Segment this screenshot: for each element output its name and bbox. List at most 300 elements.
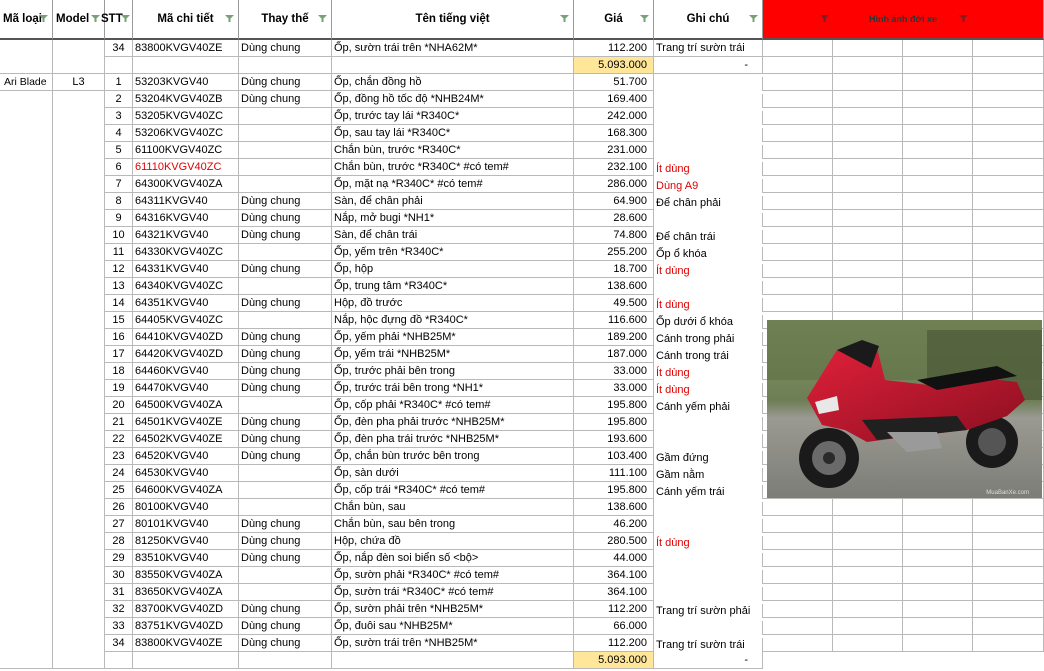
- cell-ma-chi-tiet[interactable]: 64351KVGV40: [133, 295, 239, 312]
- empty-cell[interactable]: [763, 57, 833, 74]
- empty-cell[interactable]: [903, 278, 973, 295]
- cell-stt[interactable]: 3: [105, 108, 133, 125]
- header-hinh-anh[interactable]: [763, 0, 1044, 40]
- cell-stt[interactable]: 4: [105, 125, 133, 142]
- empty-cell[interactable]: [973, 176, 1044, 193]
- empty-cell[interactable]: [833, 74, 903, 91]
- cell-thay-the[interactable]: [239, 397, 332, 414]
- cell-gia[interactable]: 286.000: [574, 176, 654, 193]
- cell-ghi-chu[interactable]: Ít dùng: [654, 536, 763, 550]
- cell-gia[interactable]: 138.600: [574, 499, 654, 516]
- cell-stt[interactable]: 30: [105, 567, 133, 584]
- cell-stt[interactable]: 8: [105, 193, 133, 210]
- header-model[interactable]: [53, 0, 105, 40]
- cell-thay-the[interactable]: Dùng chung: [239, 329, 332, 346]
- cell-ghi-chu[interactable]: [654, 502, 763, 516]
- cell-thay-the[interactable]: Dùng chung: [239, 635, 332, 652]
- cell-gia[interactable]: 112.200: [574, 601, 654, 618]
- empty-cell[interactable]: [903, 159, 973, 176]
- empty-cell[interactable]: [973, 499, 1044, 516]
- cell-ten-tieng-viet[interactable]: Ốp, sau tay lái *R340C*: [332, 125, 574, 142]
- cell-ghi-chu[interactable]: [654, 570, 763, 584]
- cell-ghi-chu[interactable]: Ít dùng: [654, 366, 763, 380]
- empty-cell[interactable]: [903, 244, 973, 261]
- cell-ghi-chu[interactable]: Để chân phải: [654, 196, 763, 210]
- cell-ten-tieng-viet[interactable]: Ốp, trước phải bên trong: [332, 363, 574, 380]
- empty-cell[interactable]: [763, 567, 833, 584]
- cell-gia[interactable]: 195.800: [574, 414, 654, 431]
- cell-gia[interactable]: 364.100: [574, 584, 654, 601]
- cell-stt[interactable]: 14: [105, 295, 133, 312]
- empty-cell[interactable]: [763, 210, 833, 227]
- cell-stt[interactable]: 27: [105, 516, 133, 533]
- cell-ten-tieng-viet[interactable]: Sàn, để chân phải: [332, 193, 574, 210]
- cell-thay-the[interactable]: Dùng chung: [239, 448, 332, 465]
- empty-cell[interactable]: [833, 550, 903, 567]
- empty-cell[interactable]: [973, 278, 1044, 295]
- empty-cell[interactable]: [763, 601, 833, 618]
- cell-ghi-chu[interactable]: Gầm đứng: [654, 451, 763, 465]
- empty-cell[interactable]: [833, 57, 903, 74]
- cell-gia[interactable]: 18.700: [574, 261, 654, 278]
- cell-ghi-chu[interactable]: [654, 417, 763, 431]
- cell-ghi-chu[interactable]: Cánh yếm phải: [654, 400, 763, 414]
- empty-cell[interactable]: [833, 40, 903, 57]
- empty-cell[interactable]: [903, 516, 973, 533]
- empty-cell[interactable]: [105, 652, 133, 669]
- cell-ghi-chu[interactable]: [654, 128, 763, 142]
- empty-cell[interactable]: [763, 91, 833, 108]
- cell-ma-chi-tiet[interactable]: 53203KVGV40: [133, 74, 239, 91]
- cell-ten-tieng-viet[interactable]: Ốp, trước tay lái *R340C*: [332, 108, 574, 125]
- filter-icon[interactable]: [91, 15, 100, 22]
- cell-ten-tieng-viet[interactable]: Chắn bùn, sau: [332, 499, 574, 516]
- cell-ghi-chu[interactable]: [654, 213, 763, 227]
- cell-ten-tieng-viet[interactable]: Ốp, sàn dưới: [332, 465, 574, 482]
- cell-ma-chi-tiet[interactable]: 61110KVGV40ZC: [133, 159, 239, 176]
- cell-ghi-chu[interactable]: [654, 553, 763, 567]
- cell-gia[interactable]: 49.500: [574, 295, 654, 312]
- empty-cell[interactable]: [903, 533, 973, 550]
- empty-cell[interactable]: [903, 601, 973, 618]
- empty-cell[interactable]: [833, 584, 903, 601]
- empty-cell[interactable]: [973, 40, 1044, 57]
- header-gia[interactable]: [574, 0, 654, 40]
- cell-ten-tieng-viet[interactable]: Ốp, chắn đồng hồ: [332, 74, 574, 91]
- cell-ten-tieng-viet[interactable]: Ốp, sườn phải *R340C* #có tem#: [332, 567, 574, 584]
- cell-total-dash[interactable]: -: [654, 57, 763, 74]
- cell-gia[interactable]: 195.800: [574, 397, 654, 414]
- cell-ma-chi-tiet[interactable]: 83800KVGV40ZE: [133, 40, 239, 57]
- empty-cell[interactable]: [903, 210, 973, 227]
- empty-cell[interactable]: [133, 57, 239, 74]
- cell-stt[interactable]: 10: [105, 227, 133, 244]
- empty-cell[interactable]: [973, 618, 1044, 635]
- cell-gia[interactable]: 195.800: [574, 482, 654, 499]
- cell-stt[interactable]: 21: [105, 414, 133, 431]
- empty-cell[interactable]: [833, 159, 903, 176]
- cell-gia[interactable]: 364.100: [574, 567, 654, 584]
- cell-stt[interactable]: 9: [105, 210, 133, 227]
- cell-ten-tieng-viet[interactable]: Nắp, hộc đựng đồ *R340C*: [332, 312, 574, 329]
- filter-icon[interactable]: [225, 15, 234, 22]
- empty-cell[interactable]: [833, 125, 903, 142]
- cell-gia[interactable]: 116.600: [574, 312, 654, 329]
- cell-ten-tieng-viet[interactable]: Ốp, chắn bùn trước bên trong: [332, 448, 574, 465]
- header-ma-chi-tiet[interactable]: [133, 0, 239, 40]
- group-column-cell[interactable]: [53, 652, 105, 669]
- cell-thay-the[interactable]: [239, 499, 332, 516]
- cell-stt[interactable]: 2: [105, 91, 133, 108]
- cell-ghi-chu[interactable]: [654, 519, 763, 533]
- cell-ten-tieng-viet[interactable]: Nắp, mở bugi *NH1*: [332, 210, 574, 227]
- cell-stt[interactable]: 18: [105, 363, 133, 380]
- cell-ghi-chu[interactable]: [654, 587, 763, 601]
- filter-icon[interactable]: [560, 15, 569, 22]
- empty-cell[interactable]: [763, 533, 833, 550]
- cell-total-gia[interactable]: 5.093.000: [574, 57, 654, 74]
- cell-ma-chi-tiet[interactable]: 64530KVGV40: [133, 465, 239, 482]
- empty-cell[interactable]: [763, 550, 833, 567]
- empty-cell[interactable]: [973, 601, 1044, 618]
- cell-gia[interactable]: 255.200: [574, 244, 654, 261]
- cell-gia[interactable]: 187.000: [574, 346, 654, 363]
- empty-cell[interactable]: [833, 108, 903, 125]
- cell-ma-chi-tiet[interactable]: 64502KVGV40ZE: [133, 431, 239, 448]
- empty-cell[interactable]: [903, 57, 973, 74]
- empty-cell[interactable]: [973, 142, 1044, 159]
- empty-cell[interactable]: [763, 516, 833, 533]
- cell-thay-the[interactable]: Dùng chung: [239, 346, 332, 363]
- empty-cell[interactable]: [903, 74, 973, 91]
- empty-cell[interactable]: [903, 91, 973, 108]
- cell-stt[interactable]: 22: [105, 431, 133, 448]
- cell-gia[interactable]: 242.000: [574, 108, 654, 125]
- cell-ten-tieng-viet[interactable]: Ốp, yếm trái *NHB25M*: [332, 346, 574, 363]
- cell-ghi-chu[interactable]: [654, 281, 763, 295]
- cell-stt[interactable]: 28: [105, 533, 133, 550]
- empty-cell[interactable]: [763, 142, 833, 159]
- cell-ma-chi-tiet[interactable]: 64520KVGV40: [133, 448, 239, 465]
- cell-thay-the[interactable]: [239, 159, 332, 176]
- cell-thay-the[interactable]: Dùng chung: [239, 40, 332, 57]
- empty-cell[interactable]: [833, 244, 903, 261]
- cell-gia[interactable]: 280.500: [574, 533, 654, 550]
- empty-cell[interactable]: [903, 635, 973, 652]
- empty-cell[interactable]: [973, 91, 1044, 108]
- cell-stt[interactable]: 1: [105, 74, 133, 91]
- empty-cell[interactable]: [903, 499, 973, 516]
- cell-stt[interactable]: 32: [105, 601, 133, 618]
- cell-ghi-chu[interactable]: Ốp ổ khóa: [654, 247, 763, 261]
- cell-ten-tieng-viet[interactable]: Hộp, đồ trước: [332, 295, 574, 312]
- empty-cell[interactable]: [763, 40, 833, 57]
- empty-cell[interactable]: [903, 550, 973, 567]
- cell-ghi-chu[interactable]: [654, 77, 763, 91]
- cell-gia[interactable]: 112.200: [574, 635, 654, 652]
- cell-thay-the[interactable]: Dùng chung: [239, 414, 332, 431]
- cell-thay-the[interactable]: [239, 567, 332, 584]
- cell-ma-chi-tiet[interactable]: 64470KVGV40: [133, 380, 239, 397]
- empty-cell[interactable]: [833, 635, 903, 652]
- cell-ma-chi-tiet[interactable]: 64600KVGV40ZA: [133, 482, 239, 499]
- cell-thay-the[interactable]: Dùng chung: [239, 210, 332, 227]
- empty-cell[interactable]: [763, 618, 833, 635]
- empty-cell[interactable]: [903, 108, 973, 125]
- cell-thay-the[interactable]: Dùng chung: [239, 380, 332, 397]
- cell-ten-tieng-viet[interactable]: Ốp, trung tâm *R340C*: [332, 278, 574, 295]
- cell-ma-chi-tiet[interactable]: 61100KVGV40ZC: [133, 142, 239, 159]
- cell-stt[interactable]: 19: [105, 380, 133, 397]
- header-thay-the[interactable]: [239, 0, 332, 40]
- cell-ten-tieng-viet[interactable]: Ốp, đồng hồ tốc độ *NHB24M*: [332, 91, 574, 108]
- cell-ghi-chu[interactable]: Trang trí sườn trái: [654, 638, 763, 652]
- cell-ten-tieng-viet[interactable]: Ốp, cốp trái *R340C* #có tem#: [332, 482, 574, 499]
- cell-stt[interactable]: 24: [105, 465, 133, 482]
- cell-gia[interactable]: 232.100: [574, 159, 654, 176]
- cell-stt[interactable]: 11: [105, 244, 133, 261]
- cell-ma-chi-tiet[interactable]: 64321KVGV40: [133, 227, 239, 244]
- cell-ten-tieng-viet[interactable]: Hộp, chứa đồ: [332, 533, 574, 550]
- empty-cell[interactable]: [763, 499, 833, 516]
- cell-ma-chi-tiet[interactable]: 64460KVGV40: [133, 363, 239, 380]
- cell-ghi-chu[interactable]: Dùng A9: [654, 179, 763, 193]
- cell-thay-the[interactable]: [239, 142, 332, 159]
- cell-ghi-chu[interactable]: Gầm nằm: [654, 468, 763, 482]
- cell-thay-the[interactable]: [239, 482, 332, 499]
- cell-ghi-chu[interactable]: [654, 94, 763, 108]
- cell-thay-the[interactable]: [239, 244, 332, 261]
- scooter-photo[interactable]: [767, 320, 1042, 498]
- cell-gia[interactable]: 103.400: [574, 448, 654, 465]
- empty-cell[interactable]: [332, 57, 574, 74]
- empty-cell[interactable]: [833, 601, 903, 618]
- cell-gia[interactable]: 66.000: [574, 618, 654, 635]
- empty-cell[interactable]: [973, 584, 1044, 601]
- empty-cell[interactable]: [973, 108, 1044, 125]
- cell-ten-tieng-viet[interactable]: Ốp, yếm phải *NHB25M*: [332, 329, 574, 346]
- empty-cell[interactable]: [903, 261, 973, 278]
- cell-stt[interactable]: 17: [105, 346, 133, 363]
- cell-ten-tieng-viet[interactable]: Ốp, cốp phải *R340C* #có tem#: [332, 397, 574, 414]
- cell-ma-chi-tiet[interactable]: 83751KVGV40ZD: [133, 618, 239, 635]
- empty-cell[interactable]: [973, 57, 1044, 74]
- cell-stt[interactable]: 33: [105, 618, 133, 635]
- cell-ma-chi-tiet[interactable]: 64340KVGV40ZC: [133, 278, 239, 295]
- empty-cell[interactable]: [763, 74, 833, 91]
- empty-cell[interactable]: [833, 499, 903, 516]
- cell-gia[interactable]: 33.000: [574, 380, 654, 397]
- empty-cell[interactable]: [239, 57, 332, 74]
- cell-ghi-chu[interactable]: Ốp dưới ổ khóa: [654, 315, 763, 329]
- cell-gia[interactable]: 169.400: [574, 91, 654, 108]
- cell-ten-tieng-viet[interactable]: Ốp, sườn phải trên *NHB25M*: [332, 601, 574, 618]
- cell-ghi-chu[interactable]: Ít dùng: [654, 298, 763, 312]
- cell-ma-chi-tiet[interactable]: 64501KVGV40ZE: [133, 414, 239, 431]
- empty-cell[interactable]: [833, 618, 903, 635]
- cell-ghi-chu[interactable]: Cánh trong phải: [654, 332, 763, 346]
- header-ma-loai[interactable]: [0, 0, 53, 40]
- cell-thay-the[interactable]: [239, 584, 332, 601]
- cell-total-gia[interactable]: 5.093.000: [574, 652, 654, 669]
- empty-cell[interactable]: [833, 91, 903, 108]
- cell-ghi-chu[interactable]: [654, 145, 763, 159]
- cell-thay-the[interactable]: [239, 312, 332, 329]
- empty-cell[interactable]: [763, 261, 833, 278]
- empty-cell[interactable]: [763, 584, 833, 601]
- cell-ma-chi-tiet[interactable]: 80101KVGV40: [133, 516, 239, 533]
- empty-cell[interactable]: [833, 516, 903, 533]
- empty-cell[interactable]: [973, 516, 1044, 533]
- empty-cell[interactable]: [903, 227, 973, 244]
- cell-ghi-chu[interactable]: Ít dùng: [654, 383, 763, 397]
- empty-cell[interactable]: [973, 193, 1044, 210]
- empty-cell[interactable]: [973, 159, 1044, 176]
- header-ghi-chu[interactable]: [654, 0, 763, 40]
- cell-ma-chi-tiet[interactable]: 64405KVGV40ZC: [133, 312, 239, 329]
- cell-ma-loai[interactable]: Ari Blade: [0, 74, 53, 91]
- cell-ten-tieng-viet[interactable]: Sàn, để chân trái: [332, 227, 574, 244]
- cell-ghi-chu[interactable]: Trang trí sườn phải: [654, 604, 763, 618]
- empty-cell[interactable]: [763, 295, 833, 312]
- cell-total-dash[interactable]: -: [654, 652, 763, 669]
- cell-thay-the[interactable]: [239, 108, 332, 125]
- cell-ten-tieng-viet[interactable]: Chắn bùn, sau bên trong: [332, 516, 574, 533]
- cell-stt[interactable]: 7: [105, 176, 133, 193]
- cell-ma-chi-tiet[interactable]: 83650KVGV40ZA: [133, 584, 239, 601]
- cell-ma-chi-tiet[interactable]: 83800KVGV40ZE: [133, 635, 239, 652]
- cell-gia[interactable]: 33.000: [574, 363, 654, 380]
- cell-ma-chi-tiet[interactable]: 64330KVGV40ZC: [133, 244, 239, 261]
- cell-ghi-chu[interactable]: [654, 111, 763, 125]
- empty-cell[interactable]: [903, 176, 973, 193]
- filter-icon[interactable]: [749, 15, 758, 22]
- filter-icon[interactable]: [959, 15, 968, 22]
- cell-ten-tieng-viet[interactable]: Ốp, hộp: [332, 261, 574, 278]
- cell-thay-the[interactable]: [239, 278, 332, 295]
- cell-gia[interactable]: 138.600: [574, 278, 654, 295]
- empty-cell[interactable]: [763, 635, 833, 652]
- empty-cell[interactable]: [833, 567, 903, 584]
- cell-ghi-chu[interactable]: Ít dùng: [654, 162, 763, 176]
- cell-ten-tieng-viet[interactable]: Chắn bùn, trước *R340C* #có tem#: [332, 159, 574, 176]
- empty-cell[interactable]: [973, 244, 1044, 261]
- cell-ten-tieng-viet[interactable]: Ốp, nắp đèn soi biển số <bộ>: [332, 550, 574, 567]
- filter-icon[interactable]: [640, 15, 649, 22]
- cell-gia[interactable]: 231.000: [574, 142, 654, 159]
- cell-gia[interactable]: 64.900: [574, 193, 654, 210]
- empty-cell[interactable]: [763, 159, 833, 176]
- cell-ten-tieng-viet[interactable]: Ốp, đèn pha trái trước *NHB25M*: [332, 431, 574, 448]
- empty-cell[interactable]: [903, 40, 973, 57]
- cell-stt[interactable]: 15: [105, 312, 133, 329]
- empty-cell[interactable]: [239, 652, 332, 669]
- cell-thay-the[interactable]: Dùng chung: [239, 261, 332, 278]
- empty-cell[interactable]: [903, 142, 973, 159]
- cell-ten-tieng-viet[interactable]: Ốp, sườn trái trên *NHA62M*: [332, 40, 574, 57]
- empty-cell[interactable]: [833, 261, 903, 278]
- cell-stt[interactable]: 34: [105, 635, 133, 652]
- cell-thay-the[interactable]: Dùng chung: [239, 74, 332, 91]
- empty-cell[interactable]: [973, 533, 1044, 550]
- cell-thay-the[interactable]: [239, 465, 332, 482]
- cell-stt[interactable]: 12: [105, 261, 133, 278]
- cell-model[interactable]: L3: [53, 74, 105, 91]
- cell-ten-tieng-viet[interactable]: Ốp, mặt nạ *R340C* #có tem#: [332, 176, 574, 193]
- empty-cell[interactable]: [973, 210, 1044, 227]
- cell-ghi-chu[interactable]: Để chân trái: [654, 230, 763, 244]
- empty-cell[interactable]: [973, 635, 1044, 652]
- group-column-cell[interactable]: [0, 40, 53, 74]
- cell-ten-tieng-viet[interactable]: Ốp, sườn trái *R340C* #có tem#: [332, 584, 574, 601]
- empty-cell[interactable]: [763, 278, 833, 295]
- cell-gia[interactable]: 51.700: [574, 74, 654, 91]
- empty-cell[interactable]: [105, 57, 133, 74]
- cell-ghi-chu[interactable]: [654, 621, 763, 635]
- filter-icon[interactable]: [318, 15, 327, 22]
- cell-stt[interactable]: 5: [105, 142, 133, 159]
- empty-cell[interactable]: [973, 125, 1044, 142]
- empty-cell[interactable]: [903, 295, 973, 312]
- empty-cell[interactable]: [973, 550, 1044, 567]
- empty-cell[interactable]: [833, 142, 903, 159]
- empty-cell[interactable]: [903, 618, 973, 635]
- cell-ghi-chu[interactable]: [654, 434, 763, 448]
- cell-stt[interactable]: 6: [105, 159, 133, 176]
- cell-gia[interactable]: 193.600: [574, 431, 654, 448]
- cell-thay-the[interactable]: Dùng chung: [239, 227, 332, 244]
- empty-cell[interactable]: [903, 567, 973, 584]
- cell-thay-the[interactable]: Dùng chung: [239, 533, 332, 550]
- cell-ghi-chu[interactable]: Cánh trong trái: [654, 349, 763, 363]
- empty-cell[interactable]: [833, 193, 903, 210]
- cell-thay-the[interactable]: Dùng chung: [239, 516, 332, 533]
- empty-cell[interactable]: [763, 244, 833, 261]
- header-stt[interactable]: [101, 0, 133, 40]
- cell-ma-chi-tiet[interactable]: 53206KVGV40ZC: [133, 125, 239, 142]
- cell-ten-tieng-viet[interactable]: Ốp, yếm trên *R340C*: [332, 244, 574, 261]
- cell-thay-the[interactable]: Dùng chung: [239, 295, 332, 312]
- cell-ten-tieng-viet[interactable]: Ốp, đèn pha phải trước *NHB25M*: [332, 414, 574, 431]
- cell-ten-tieng-viet[interactable]: Ốp, đuôi sau *NHB25M*: [332, 618, 574, 635]
- empty-cell[interactable]: [833, 176, 903, 193]
- header-ten-tieng-viet[interactable]: [332, 0, 574, 40]
- cell-thay-the[interactable]: Dùng chung: [239, 431, 332, 448]
- cell-ma-chi-tiet[interactable]: 64300KVGV40ZA: [133, 176, 239, 193]
- cell-ma-chi-tiet[interactable]: 64316KVGV40: [133, 210, 239, 227]
- cell-ghi-chu[interactable]: Cánh yếm trái: [654, 485, 763, 499]
- cell-ma-chi-tiet[interactable]: 53204KVGV40ZB: [133, 91, 239, 108]
- empty-cell[interactable]: [763, 176, 833, 193]
- cell-gia[interactable]: 46.200: [574, 516, 654, 533]
- cell-thay-the[interactable]: Dùng chung: [239, 363, 332, 380]
- cell-ma-chi-tiet[interactable]: 64420KVGV40ZD: [133, 346, 239, 363]
- cell-thay-the[interactable]: Dùng chung: [239, 601, 332, 618]
- cell-stt[interactable]: 29: [105, 550, 133, 567]
- cell-gia[interactable]: 74.800: [574, 227, 654, 244]
- empty-cell[interactable]: [973, 261, 1044, 278]
- cell-gia[interactable]: 189.200: [574, 329, 654, 346]
- empty-cell[interactable]: [133, 652, 239, 669]
- cell-gia[interactable]: 111.100: [574, 465, 654, 482]
- cell-stt[interactable]: 23: [105, 448, 133, 465]
- empty-cell[interactable]: [763, 125, 833, 142]
- empty-cell[interactable]: [833, 210, 903, 227]
- cell-stt[interactable]: 34: [105, 40, 133, 57]
- empty-cell[interactable]: [763, 193, 833, 210]
- empty-cell[interactable]: [903, 584, 973, 601]
- empty-cell[interactable]: [973, 295, 1044, 312]
